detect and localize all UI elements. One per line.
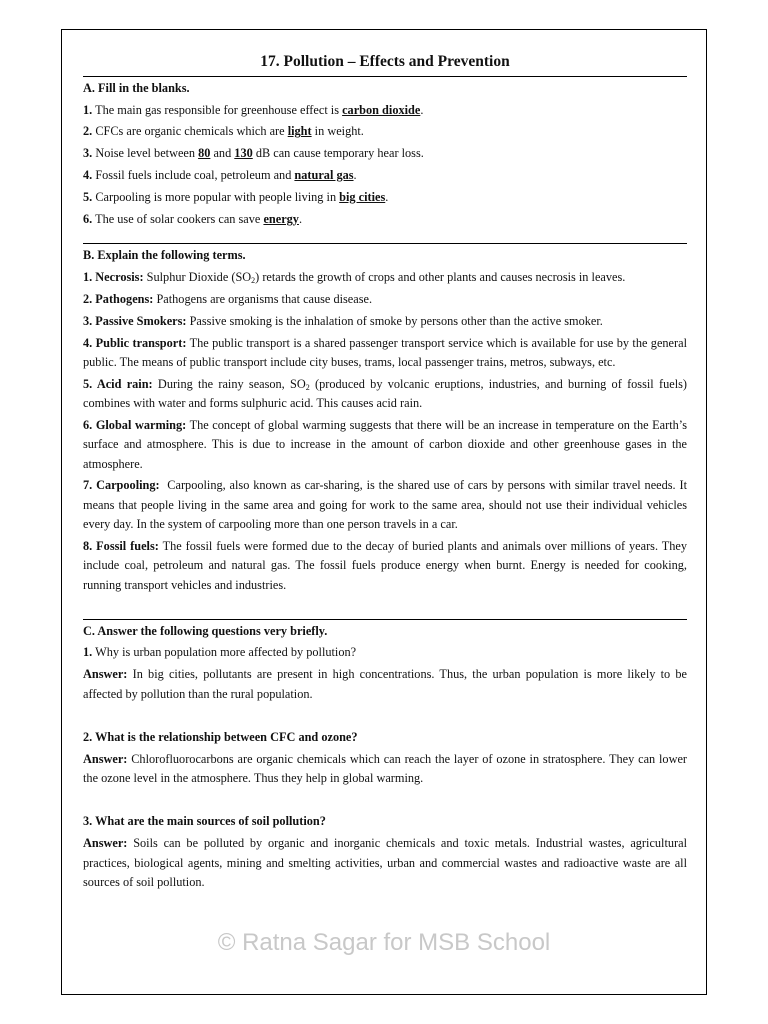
watermark: © Ratna Sagar for MSB School xyxy=(217,929,551,956)
fill-blank-item xyxy=(83,166,687,185)
item-text: Carpooling is more popular with people living in xyxy=(95,190,340,205)
worksheet-content xyxy=(83,30,691,892)
blank-answer: carbon dioxide xyxy=(342,102,421,117)
question-number: 3. xyxy=(83,814,93,829)
answer xyxy=(83,665,687,704)
answer-label: Answer: xyxy=(83,751,128,766)
blank-answer: energy xyxy=(263,212,299,227)
blank-answer: 80 xyxy=(198,146,211,161)
term-item xyxy=(83,312,687,331)
item-number: 3. xyxy=(83,146,93,161)
term-label: 1. Necrosis: xyxy=(83,269,144,284)
answer-label: Answer: xyxy=(83,836,128,851)
item-number: 6. xyxy=(83,212,93,227)
term-item xyxy=(83,375,687,414)
item-text: . xyxy=(298,212,303,227)
item-number: 2. xyxy=(83,124,93,139)
term-item xyxy=(83,290,687,309)
item-text: Noise level between xyxy=(95,146,199,161)
section-c-heading: C. Answer the following questions very briefly. xyxy=(83,623,328,638)
term-text: (produced by volcanic eruptions, industries, and burning of fossil fuels) combines with water and forms sulphuric acid. This causes acid rain. xyxy=(83,376,687,411)
term-text: ) retards the growth of crops and other plants and causes necrosis in leaves. xyxy=(255,269,626,284)
blank-answer: light xyxy=(287,124,312,139)
term-label: 7. Carpooling: xyxy=(83,478,160,493)
item-text: The main gas responsible for greenhouse effect is xyxy=(95,102,343,117)
fill-blank-item xyxy=(83,188,687,207)
item-number: 5. xyxy=(83,190,93,205)
blank-answer: big cities xyxy=(339,190,386,205)
term-item xyxy=(83,476,691,534)
fill-blank-item xyxy=(83,122,687,141)
blank-answer: natural gas xyxy=(294,168,354,183)
item-text: Fossil fuels include coal, petroleum and xyxy=(95,168,295,183)
term-item xyxy=(83,268,687,287)
term-text: Sulphur Dioxide (SO xyxy=(143,269,252,284)
question-text: What are the main sources of soil pollution? xyxy=(92,814,326,829)
term-label: 4. Public transport: xyxy=(83,335,187,350)
page-frame xyxy=(61,29,707,995)
question-number: 1. xyxy=(83,645,93,660)
item-text: The use of solar cookers can save xyxy=(95,212,264,227)
term-text: Carpooling, also known as car-sharing, is the shared use of cars by persons with similar travel needs. It means that people living in the same area and going for work to the same area, should not use their individual vehicles every day. In the system of carpooling more than one person travels in a car. xyxy=(83,478,691,532)
term-text: Pathogens are organisms that cause disease. xyxy=(153,291,373,306)
term-label: 2. Pathogens: xyxy=(83,291,154,306)
blank-answer: 130 xyxy=(234,146,253,161)
term-text: The public transport is a shared passenger transport service which is available for use by the general public. The means of public transport include city buses, trams, local passenger trains, metros, subways, etc. xyxy=(83,335,687,369)
question-text: What is the relationship between CFC and ozone? xyxy=(92,729,358,744)
divider xyxy=(83,76,687,77)
page-title: 17. Pollution – Effects and Prevention xyxy=(260,53,510,70)
term-label: 3. Passive Smokers: xyxy=(83,313,187,328)
item-text: . xyxy=(420,102,424,117)
term-item xyxy=(83,334,687,373)
term-text: The concept of global warming suggests that there will be an increase in temperature on the Earth’s surface and atmosphere. This is due to increase in the amount of carbon dioxide and other greenhouse gases in the atmosphere. xyxy=(83,417,688,471)
question xyxy=(83,812,687,831)
item-number: 1. xyxy=(83,102,93,117)
term-label: 6. Global warming: xyxy=(83,417,187,432)
question-number: 2. xyxy=(83,729,93,744)
question xyxy=(83,643,687,662)
item-number: 4. xyxy=(83,168,93,183)
question xyxy=(83,728,687,747)
term-item xyxy=(83,537,687,595)
term-text: The fossil fuels were formed due to the decay of buried plants and animals over millions of years. They include coal, petroleum and natural gas. The fossil fuels produce energy when burnt. Energy is needed for cooking, running transport vehicles and industries. xyxy=(83,538,688,592)
answer xyxy=(83,750,687,789)
section-b-heading: B. Explain the following terms. xyxy=(83,248,246,263)
term-label: 5. Acid rain: xyxy=(83,376,153,391)
fill-blank-item xyxy=(83,144,687,163)
subscript: 2 xyxy=(305,382,310,392)
item-text: dB can cause temporary hear loss. xyxy=(252,146,424,161)
answer-label: Answer: xyxy=(83,667,128,682)
term-label: 8. Fossil fuels: xyxy=(83,538,159,553)
term-item xyxy=(83,416,687,474)
answer-text: In big cities, pollutants are present in high concentrations. Thus, the urban population is more likely to be affected by pollution than the rural population. xyxy=(83,667,687,701)
divider xyxy=(83,243,687,244)
answer-text: Chlorofluorocarbons are organic chemicals which can reach the layer of ozone in stratosphere. They can lower the ozone level in the atmosphere. Thus they help in global warming. xyxy=(83,751,687,786)
term-text: During the rainy season, SO xyxy=(152,376,306,391)
term-text: Passive smoking is the inhalation of smoke by persons other than the active smoker. xyxy=(186,313,603,328)
subscript: 2 xyxy=(251,275,256,285)
answer xyxy=(83,834,687,892)
fill-blank-item xyxy=(83,101,687,120)
item-text: in weight. xyxy=(311,124,364,139)
divider xyxy=(83,619,687,620)
question-text: Why is urban population more affected by pollution? xyxy=(92,645,357,660)
answer-text: Soils can be polluted by organic and inorganic chemicals and toxic metals. Industrial wastes, agricultural practices, biological agents, mining and smelting activities, urban and commercial wastes and radioactive waste are all sources of soil pollution. xyxy=(83,836,687,889)
item-text: . xyxy=(385,190,389,205)
fill-blank-item xyxy=(83,210,687,229)
item-text: . xyxy=(353,168,357,183)
item-text: CFCs are organic chemicals which are xyxy=(95,124,288,139)
section-a-heading: A. Fill in the blanks. xyxy=(83,81,190,95)
item-text: and xyxy=(210,146,235,161)
